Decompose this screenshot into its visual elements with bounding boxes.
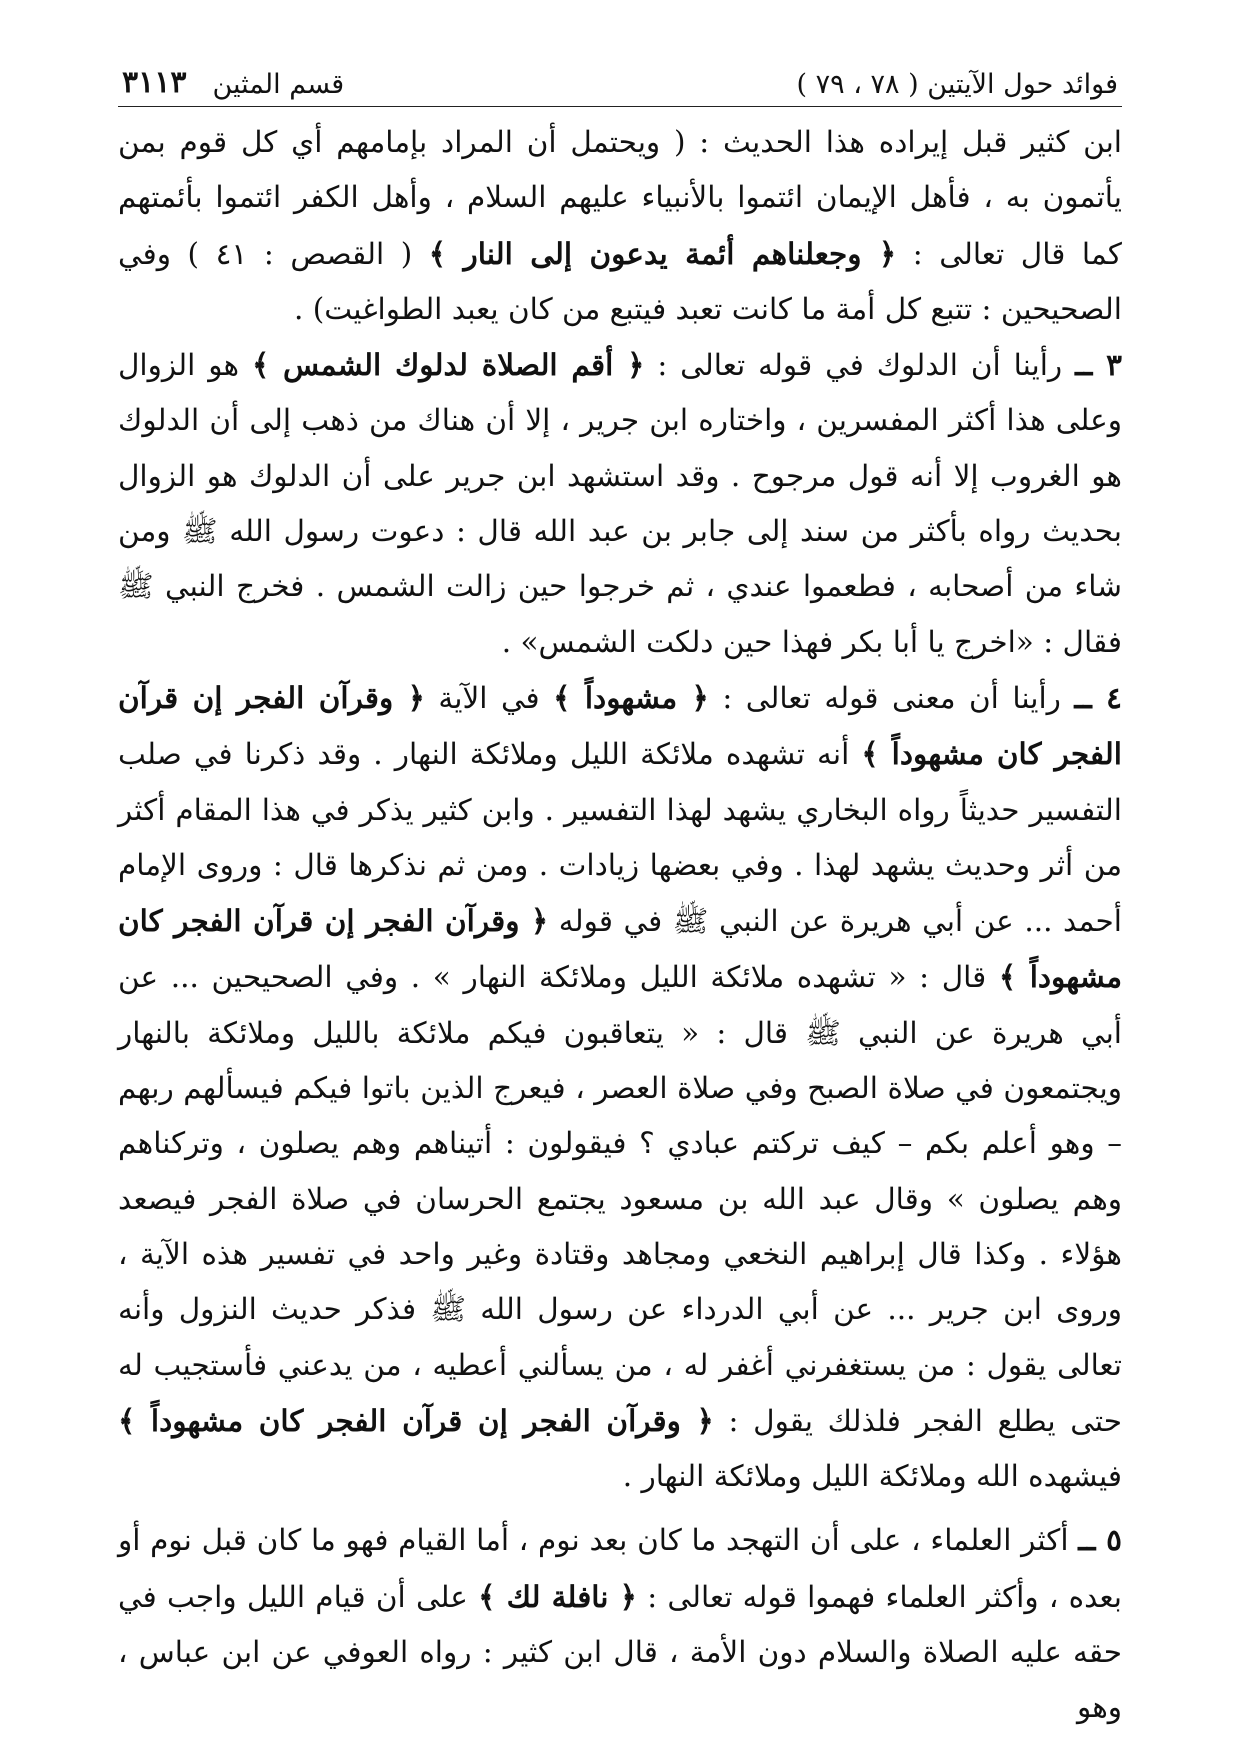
header-left-group [122, 65, 344, 100]
quran-verse: ﴿ وقرآن الفجر إن قرآن الفجر كان مشهوداً ﴾ [118, 1402, 714, 1438]
paragraph-4 [118, 670, 1122, 1504]
paragraph-3 [118, 337, 1122, 670]
paragraph-text: قال : « تشهده ملائكة الليل وملائكة النهار » . وفي الصحيحين ... عن أبي هريرة عن النبي ﷺ قال : « يتعاقبون فيكم ملائكة بالليل وملائكة بالنهار ويجتمعون في صلاة الصبح وفي صلاة العصر ، فيعرج الذين باتوا فيكم فيسألهم ربهم – وهو أعلم بكم – كيف تركتم عبادي ؟ فيقولون : أتيناهم وهم يصلون ، وتركناهم وهم يصلون » وقال عبد الله بن مسعود يجتمع الحرسان في صلاة الفجر فيصعد هؤلاء . وكذا قال إبراهيم النخعي ومجاهد وقتادة وغير واحد في تفسير هذه الآية ، وروى ابن جرير ... عن أبي الدرداء عن رسول الله ﷺ فذكر حديث النزول وأنه تعالى يقول : من يستغفرني أغفر له ، من يسألني أعطيه ، من يدعني فأستجيب له حتى يطلع الفجر فلذلك يقول : [118, 960, 1122, 1438]
paragraph-text: أنه تشهده ملائكة الليل وملائكة النهار . وقد ذكرنا في صلب التفسير حديثاً رواه البخاري يشهد لهذا التفسير . وابن كثير يذكر في هذا المقام أكثر من أثر وحديث يشهد لهذا . وفي بعضها زيادات . ومن ثم نذكرها قال : وروى الإمام أحمد ... عن أبي هريرة عن النبي ﷺ في قوله [118, 737, 1122, 939]
paragraph-text: هو الزوال وعلى هذا أكثر المفسرين ، واختاره ابن جرير ، إلا أن هناك من ذهب إلى أن الدلوك هو الغروب إلا أنه قول مرجوح . وقد استشهد ابن جرير على أن الدلوك هو الزوال بحديث رواه بأكثر من سند إلى جابر بن عبد الله قال : دعوت رسول الله ﷺ ومن شاء من أصحابه ، فطعموا عندي ، ثم خرجوا حين زالت الشمس . فخرج النبي ﷺ فقال : «اخرج يا أبا بكر فهذا حين دلكت الشمس» . [118, 348, 1122, 659]
page-header [118, 48, 1122, 107]
paragraph-text: في الآية [424, 680, 554, 715]
paragraph-text: أكثر العلماء ، على أن التهجد ما كان بعد نوم ، أما القيام فهو ما كان قبل نوم أو بعده ، وأكثر العلماء فهموا قوله تعالى : [118, 1523, 1122, 1614]
quran-verse: ﴿ مشهوداً ﴾ [553, 679, 709, 715]
paragraph-text: رأينا أن معنى قوله تعالى : [708, 680, 1075, 715]
paragraph-text: ( القصص : ٤١ ) وفي الصحيحين : تتبع كل أمة ما كانت تعبد فيتبع من كان يعبد الطواغيت) . [118, 236, 1122, 326]
point-number: ٥ ــ [1078, 1522, 1122, 1558]
paragraph-text: فيشهده الله وملائكة الليل وملائكة النهار . [622, 1459, 1122, 1494]
point-number: ٤ ــ [1074, 679, 1122, 715]
paragraph-5 [118, 1512, 1122, 1735]
quran-verse: ﴿ وقرآن الفجر إن قرآن الفجر كان مشهوداً ﴾ [118, 679, 1122, 772]
paragraph-intro-continuation [118, 115, 1122, 337]
paragraph-text: على أن قيام الليل واجب في حقه عليه الصلاة والسلام دون الأمة ، قال ابن كثير : رواه العوفي عن ابن عباس ، وهو [118, 1579, 1122, 1725]
paragraph-text: ابن كثير قبل إيراده هذا الحديث : ( ويحتمل أن المراد بإمامهم أي كل قوم بمن يأتمون به ، فأهل الإيمان ائتموا بالأنبياء عليهم السلام ، وأهل الكفر ائتموا بأئمتهم كما قال تعالى : [118, 125, 1122, 271]
paragraph-text: رأينا أن الدلوك في قوله تعالى : [644, 348, 1076, 383]
page-number: ٣١١٣ [122, 65, 187, 100]
chapter-title: فوائد حول الآيتين ( ٧٨ ، ٧٩ ) [796, 69, 1118, 100]
point-number: ٣ ــ [1075, 347, 1123, 383]
page-body [118, 107, 1122, 1736]
quran-verse: ﴿ وقرآن الفجر إن قرآن الفجر كان مشهوداً ﴾ [118, 903, 1123, 995]
quran-verse: ﴿ وجعلناهم أئمة يدعون إلى النار ﴾ [428, 235, 897, 271]
quran-verse: ﴿ أقم الصلاة لدلوك الشمس ﴾ [251, 347, 645, 383]
quran-verse: ﴿ نافلة لك ﴾ [478, 1578, 637, 1614]
section-name: قسم المثين [212, 69, 345, 100]
